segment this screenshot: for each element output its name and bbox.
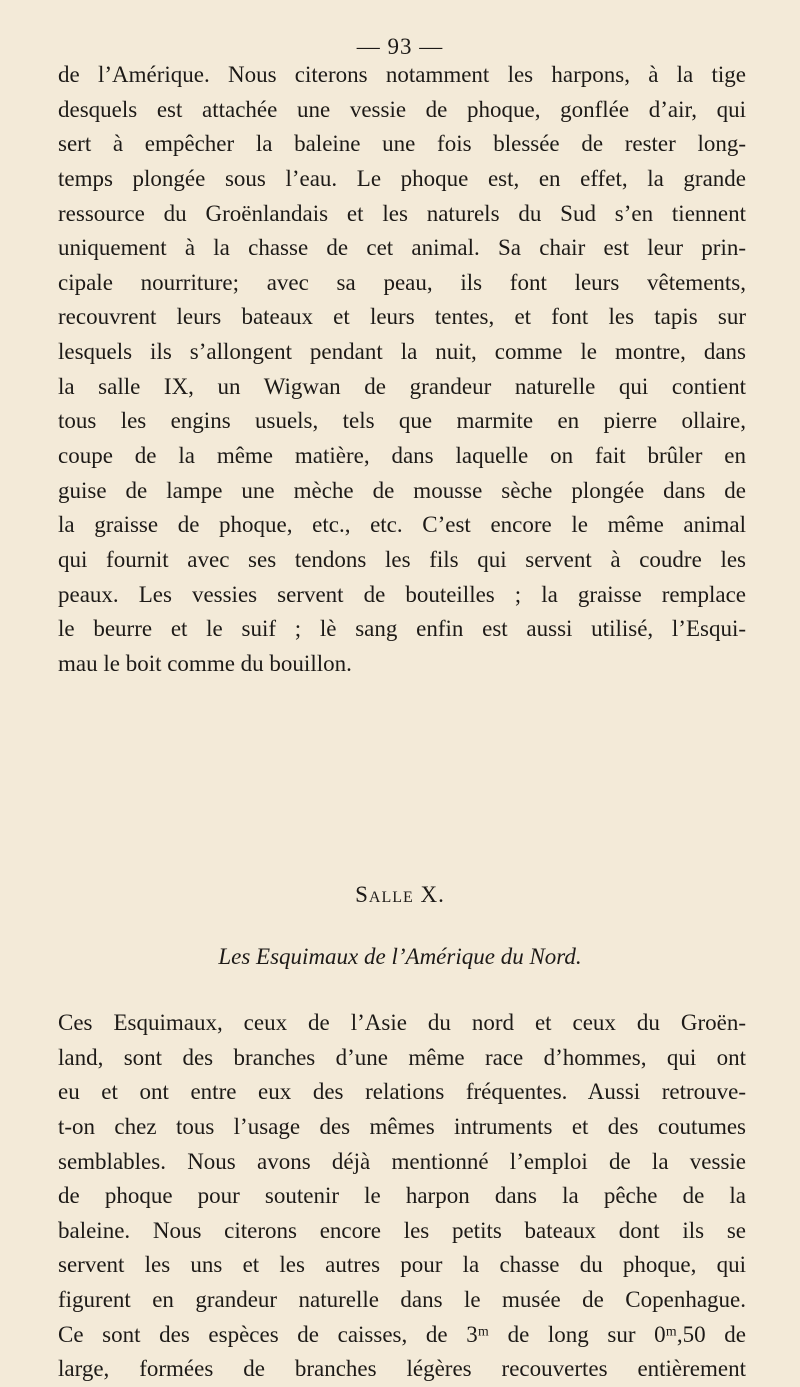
text-line: servent les uns et les autres pour la chasse du phoque, qui [58,1252,746,1278]
text-line: qui fournit avec ses tendons les fils qui servent à coudre les [58,546,746,572]
text-line: eu et ont entre eux des relations fréquentes. Aussi retrouve- [58,1079,746,1105]
text-line: uniquement à la chasse de cet animal. Sa chair est leur prin- [58,235,746,261]
text-line: la graisse de phoque, etc., etc. C’est encore le même animal [58,512,746,538]
text-line: Ces Esquimaux, ceux de l’Asie du nord et ceux du Groën- [58,1010,746,1035]
text-line: tous les engins usuels, tels que marmite en pierre ollaire, [58,408,746,434]
text-line: Ce sont des espèces de caisses, de 3ᵐ de long sur 0ᵐ,50 de [58,1321,746,1347]
text-line: land, sont des branches d’une même race d’hommes, qui ont [58,1044,746,1070]
text-line: coupe de la même matière, dans laquelle on fait brûler en [58,443,746,469]
text-line: ressource du Groënlandais et les naturels du Sud s’en tiennent [58,200,746,226]
text-line: baleine. Nous citerons encore les petits bateaux dont ils se [58,1217,746,1243]
text-line: lesquels ils s’allongent pendant la nuit, comme le montre, dans [58,339,746,365]
text-line: peaux. Les vessies servent de bouteilles ; la graisse remplace [58,581,746,607]
section-title: Salle X. [355,882,445,907]
text-line: mau le boit comme du bouillon. [58,650,352,676]
paragraph-intro [58,58,746,682]
text-line: le beurre et le suif ; lè sang enfin est aussi utilisé, l’Esqui- [58,616,746,642]
page-number: — 93 — [356,34,444,59]
text-line: de phoque pour soutenir le harpon dans la pêche de la [58,1183,746,1209]
text-line: desquels est attachée une vessie de phoque, gonflée d’air, qui [58,96,746,122]
text-line: guise de lampe une mèche de mousse sèche plongée dans de [58,477,746,503]
section-subtitle: Les Esquimaux de l’Amérique du Nord. [218,944,582,969]
text-line: temps plongée sous l’eau. Le phoque est, en effet, la grande [58,165,746,191]
text-line: t-on chez tous l’usage des mêmes intruments et des coutumes [58,1113,746,1139]
text-line: la salle IX, un Wigwan de grandeur naturelle qui contient [58,373,746,399]
text-line: figurent en grandeur naturelle dans le musée de Copenhague. [58,1287,746,1313]
paragraph-section [58,1006,746,1387]
text-line: semblables. Nous avons déjà mentionné l’emploi de la vessie [58,1148,746,1174]
text-line: large, formées de branches légères recouvertes entièrement [58,1356,746,1382]
text-line: sert à empêcher la baleine une fois blessée de rester long- [58,131,746,157]
text-line: de l’Amérique. Nous citerons notamment les harpons, à la tige [58,62,746,87]
text-line: cipale nourriture; avec sa peau, ils font leurs vêtements, [58,269,746,295]
text-line: recouvrent leurs bateaux et leurs tentes, et font les tapis sur [58,304,746,330]
